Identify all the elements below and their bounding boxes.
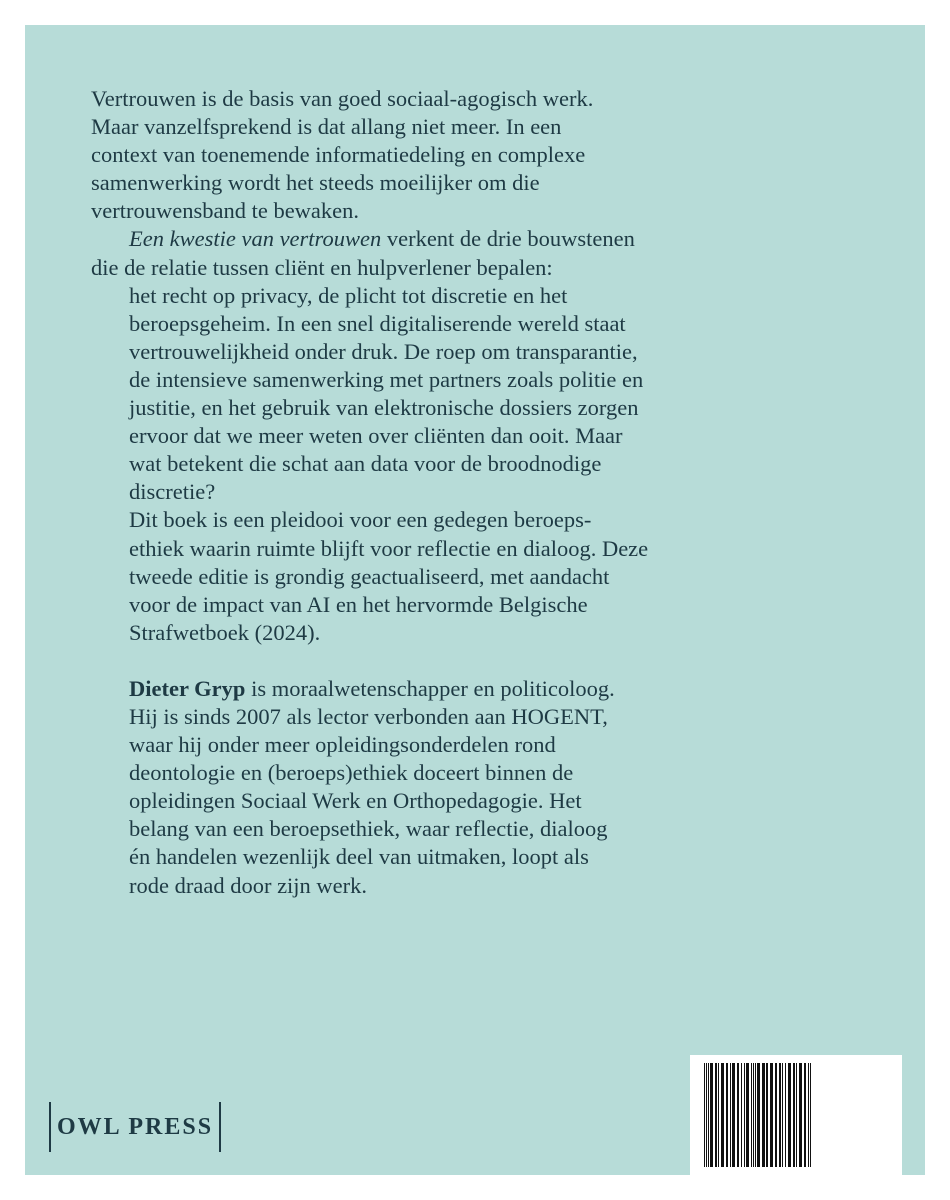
barcode-bar: [766, 1063, 768, 1167]
barcode-bar: [706, 1063, 707, 1167]
publisher-logo: [49, 1102, 221, 1152]
barcode-bar: [799, 1063, 802, 1167]
barcode-bar: [726, 1063, 728, 1167]
barcode-bar: [775, 1063, 777, 1167]
barcode-bar: [710, 1063, 713, 1167]
blurb-line: die de relatie tussen cliënt en hulpverlener bepalen:: [91, 254, 553, 280]
barcode-bar: [708, 1063, 709, 1167]
blurb-line: voor de impact van AI en het hervormde Belgische: [129, 591, 588, 617]
barcode-bar: [730, 1063, 731, 1167]
author-name: Dieter Gryp: [129, 675, 246, 701]
blurb-line: samenwerking wordt het steeds moeilijker om die: [91, 170, 540, 196]
bio-line: rode draad door zijn werk.: [129, 872, 368, 898]
barcode-bar: [718, 1063, 719, 1167]
barcode-bar: [751, 1063, 752, 1167]
author-bio: [91, 675, 731, 900]
barcode-bar: [755, 1063, 756, 1167]
blurb-line: wat betekent die schat aan data voor de broodnodige: [129, 451, 602, 477]
barcode-bar: [746, 1063, 749, 1167]
barcode-bar: [785, 1063, 786, 1167]
barcode-graphic: [690, 1055, 902, 1195]
barcode-bar: [770, 1063, 773, 1167]
bio-line: opleidingen Sociaal Werk en Orthopedagogie. Het: [129, 788, 582, 814]
barcode-bar: [704, 1063, 705, 1167]
blurb-paragraph-1: [91, 85, 731, 225]
barcode-bar: [732, 1063, 735, 1167]
blurb-paragraph-2: [91, 225, 731, 506]
bio-line: waar hij onder meer opleidingsonderdelen rond: [129, 732, 556, 758]
bio-line: én handelen wezenlijk deel van uitmaken, loopt als: [129, 844, 589, 870]
blurb-line: ethiek waarin ruimte blijft voor reflectie en dialoog. Deze: [129, 535, 649, 561]
barcode-bar: [721, 1063, 724, 1167]
barcode-bar: [793, 1063, 795, 1167]
barcode-bar: [744, 1063, 745, 1167]
bio-line: belang van een beroepsethiek, waar reflectie, dialoog: [129, 816, 608, 842]
bio-line: deontologie en (beroeps)ethiek doceert binnen de: [129, 760, 574, 786]
blurb-line: vertrouwelijkheid onder druk. De roep om transparantie,: [129, 338, 638, 364]
blurb-paragraph-3: [91, 506, 731, 646]
barcode-bar: [796, 1063, 797, 1167]
blurb-line: tweede editie is grondig geactualiseerd, met aandacht: [129, 563, 610, 589]
isbn-digits: 9 789493 521612: [702, 1173, 874, 1195]
barcode-bar: [779, 1063, 781, 1167]
blurb-line: verkent de drie bouwstenen: [381, 226, 635, 252]
blurb-line: het recht op privacy, de plicht tot discretie en het: [129, 282, 568, 308]
blurb-line: justitie, en het gebruik van elektronische dossiers zorgen: [129, 395, 639, 421]
barcode-bar: [737, 1063, 739, 1167]
blurb-line: Dit boek is een pleidooi voor een gedegen beroeps-: [129, 507, 592, 533]
publisher-name: OWL PRESS: [57, 1113, 214, 1140]
blurb-line: vertrouwensband te bewaken.: [91, 198, 360, 224]
cover-text-block: [91, 85, 731, 900]
blurb-line: Maar vanzelfsprekend is dat allang niet meer. In een: [91, 114, 562, 140]
isbn-barcode: [690, 1055, 902, 1195]
barcode-bar: [804, 1063, 806, 1167]
barcode-bar: [762, 1063, 765, 1167]
bio-line: is moraalwetenschapper en politicoloog.: [245, 675, 615, 701]
bio-line: Hij is sinds 2007 als lector verbonden aan HOGENT,: [129, 703, 608, 729]
barcode-bar: [757, 1063, 760, 1167]
blurb-line: Vertrouwen is de basis van goed sociaal-agogisch werk.: [91, 86, 594, 111]
back-cover: [25, 25, 925, 1195]
blurb-line: discretie?: [129, 479, 216, 505]
barcode-bar: [808, 1063, 809, 1167]
blurb-line: Strafwetboek (2024).: [129, 619, 321, 645]
barcode-bar: [810, 1063, 811, 1167]
barcode-bar: [715, 1063, 717, 1167]
blurb-line: context van toenemende informatiedeling en complexe: [91, 142, 586, 168]
blurb-line: ervoor dat we meer weten over cliënten dan ooit. Maar: [129, 423, 623, 449]
blurb-line: beroepsgeheim. In een snel digitaliserende wereld staat: [129, 310, 626, 336]
barcode-bar: [788, 1063, 791, 1167]
blurb-line: de intensieve samenwerking met partners zoals politie en: [129, 366, 644, 392]
barcode-bar: [753, 1063, 754, 1167]
barcode-bar: [782, 1063, 783, 1167]
book-title: Een kwestie van vertrouwen: [129, 226, 382, 252]
barcode-bar: [741, 1063, 742, 1167]
